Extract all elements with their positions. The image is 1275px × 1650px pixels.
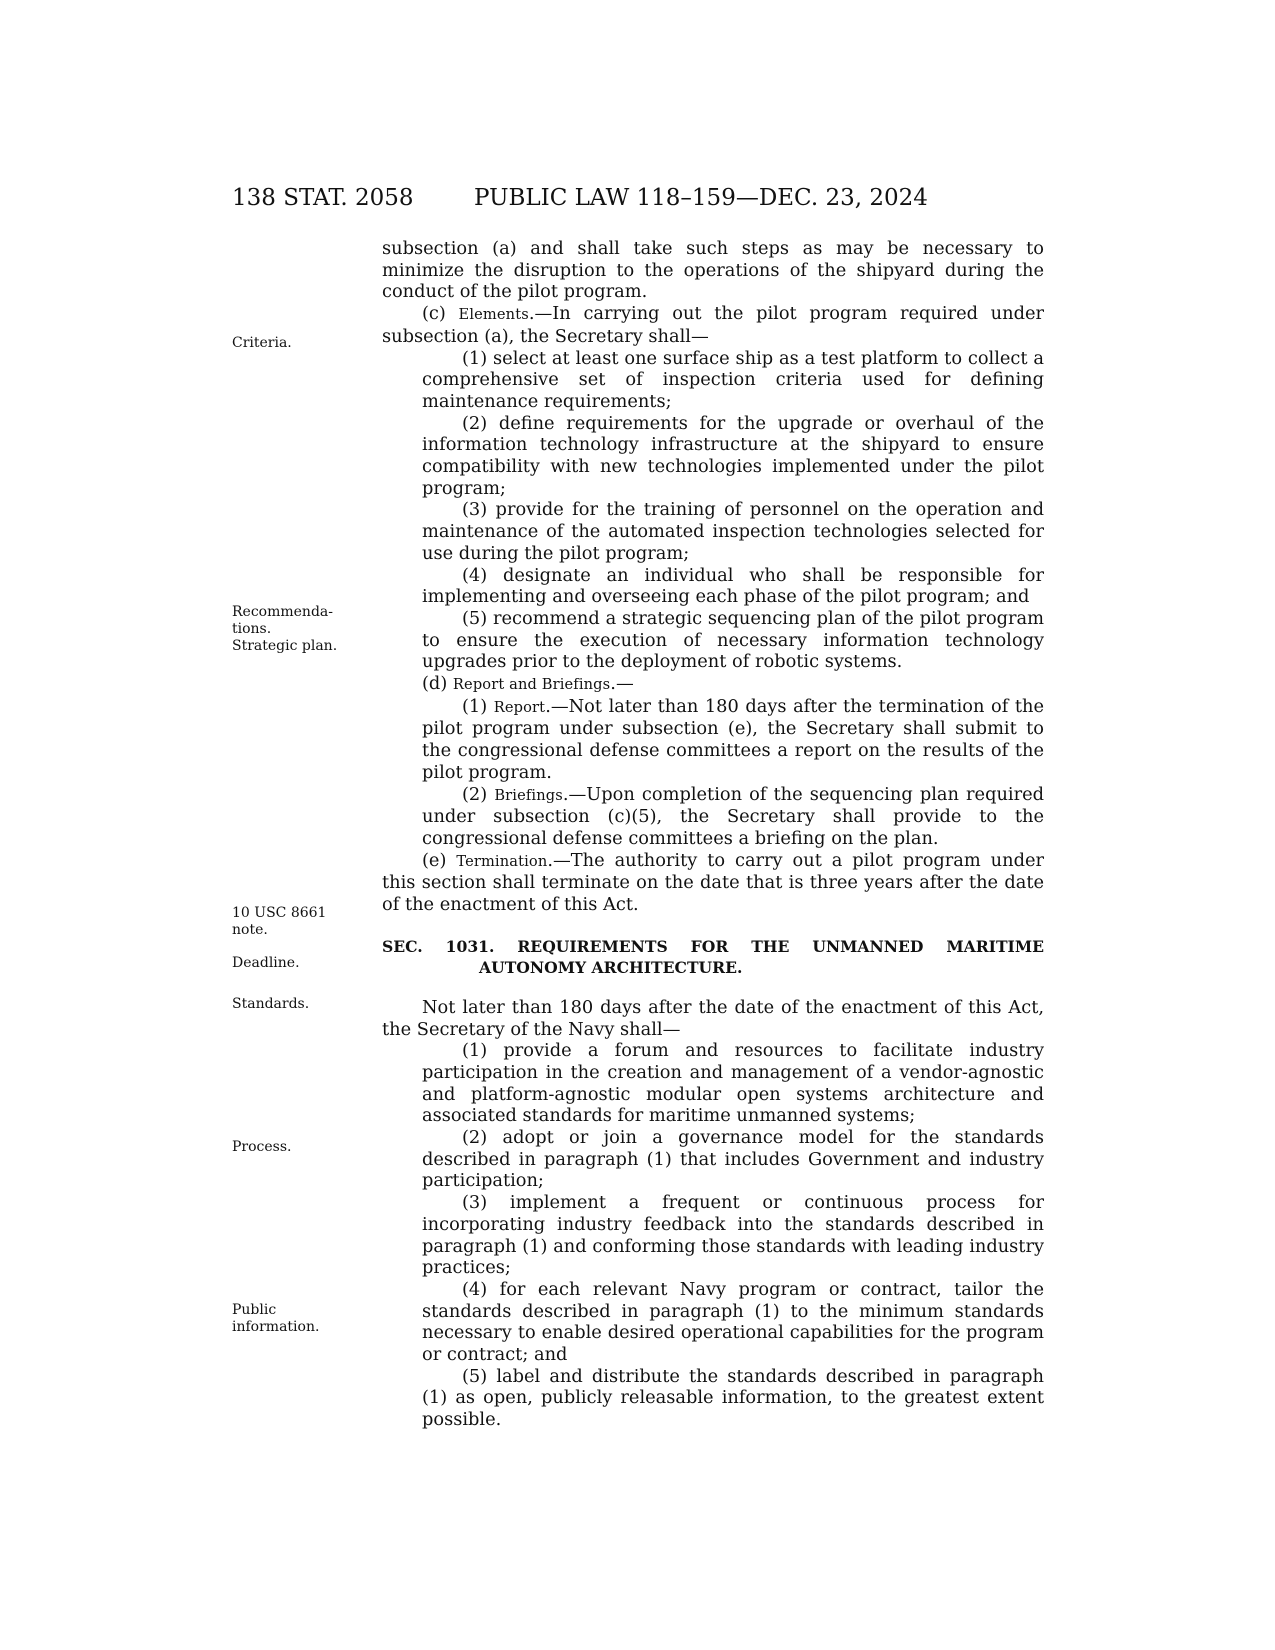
report-heading: Report	[493, 698, 546, 716]
subsection-c-item-2: (2) define requirements for the upgrade or overhaul of the information technology infrastructure at the shipyard to ensure compatibility with new technologies implemented under the pilot program;	[422, 412, 1044, 499]
section-item-2: (2) adopt or join a governance model for the standards described in paragraph (1) that includes Government and industry participation;	[422, 1127, 1044, 1192]
section-heading-line-2: AUTONOMY ARCHITECTURE.	[479, 958, 743, 978]
margin-note-criteria: Criteria.	[232, 335, 292, 351]
section-heading-line-1: SEC. 1031. REQUIREMENTS FOR THE UNMANNED MARITIME	[382, 936, 1044, 956]
subsection-e-heading: Termination	[456, 852, 548, 870]
subsection-c-item-1: (1) select at least one surface ship as a test platform to collect a comprehensive set of inspection criteria used for defining maintenance requirements;	[422, 347, 1044, 412]
margin-note-public-information: Public information.	[232, 1302, 320, 1335]
section-item-1: (1) provide a forum and resources to facilitate industry participation in the creation and management of a vendor-agnostic and platform-agnostic modular open systems architecture and associated standards for maritime unmanned systems;	[422, 1040, 1044, 1127]
subsection-d-heading: Report and Briefings	[452, 676, 611, 694]
statute-page-number: 138 STAT. 2058	[232, 185, 414, 211]
briefings-heading: Briefings	[494, 786, 563, 804]
margin-note-deadline: Deadline.	[232, 955, 300, 971]
page-header	[0, 180, 1275, 216]
subsection-d: (d) Report and Briefings.—	[422, 673, 634, 695]
section-heading	[382, 936, 1044, 979]
section-item-4: (4) for each relevant Navy program or contract, tailor the standards described in paragraph (1) to the minimum standards necessary to enable desired operational capabilities for the program or contract; and	[422, 1278, 1044, 1366]
margin-note-process: Process.	[232, 1139, 292, 1155]
paragraph-intro: subsection (a) and shall take such steps as may be necessary to minimize the disruption to the operations of the shipyard during the conduct of the pilot program.	[382, 238, 1044, 303]
subsection-e: (e) Termination.—The authority to carry out a pilot program under this section shall terminate on the date that is three years after the date of the enactment of this Act.	[382, 849, 1044, 916]
subsection-d-item-2: (2) Briefings.—Upon completion of the sequencing plan required under subsection (c)(5), the Secretary shall provide to the congressional defense committees a briefing on the plan.	[422, 783, 1044, 849]
margin-note-standards: Standards.	[232, 996, 310, 1012]
subsection-c-item-5: (5) recommend a strategic sequencing plan of the pilot program to ensure the execution of necessary information technology upgrades prior to the deployment of robotic systems.	[422, 607, 1044, 673]
subsection-c-item-3: (3) provide for the training of personnel on the operation and maintenance of the automated inspection technologies selected for use during the pilot program;	[422, 499, 1044, 564]
statute-body	[382, 238, 1044, 1431]
subsection-c-item-4: (4) designate an individual who shall be responsible for implementing and overseeing each phase of the pilot program; and	[422, 564, 1044, 608]
section-item-3: (3) implement a frequent or continuous process for incorporating industry feedback into the standards described in paragraph (1) and conforming those standards with leading industry practices;	[422, 1192, 1044, 1279]
margin-note-usc: 10 USC 8661 note.	[232, 905, 327, 938]
subsection-c: (c) Elements.—In carrying out the pilot program required under subsection (a), the Secretary shall—	[382, 303, 1044, 347]
margin-note-recommendations: Recommenda- tions. Strategic plan.	[232, 604, 338, 654]
subsection-c-heading: Elements	[458, 306, 529, 324]
public-law-title: PUBLIC LAW 118–159—DEC. 23, 2024	[474, 185, 928, 211]
section-intro: Not later than 180 days after the date of the enactment of this Act, the Secretary of the Navy shall—	[382, 996, 1044, 1040]
section-item-5: (5) label and distribute the standards described in paragraph (1) as open, publicly releasable information, to the greatest extent possible.	[422, 1365, 1044, 1431]
subsection-d-item-1: (1) Report.—Not later than 180 days after the termination of the pilot program under subsection (e), the Secretary shall submit to the congressional defense committees a report on the results of the pilot program.	[422, 695, 1044, 783]
